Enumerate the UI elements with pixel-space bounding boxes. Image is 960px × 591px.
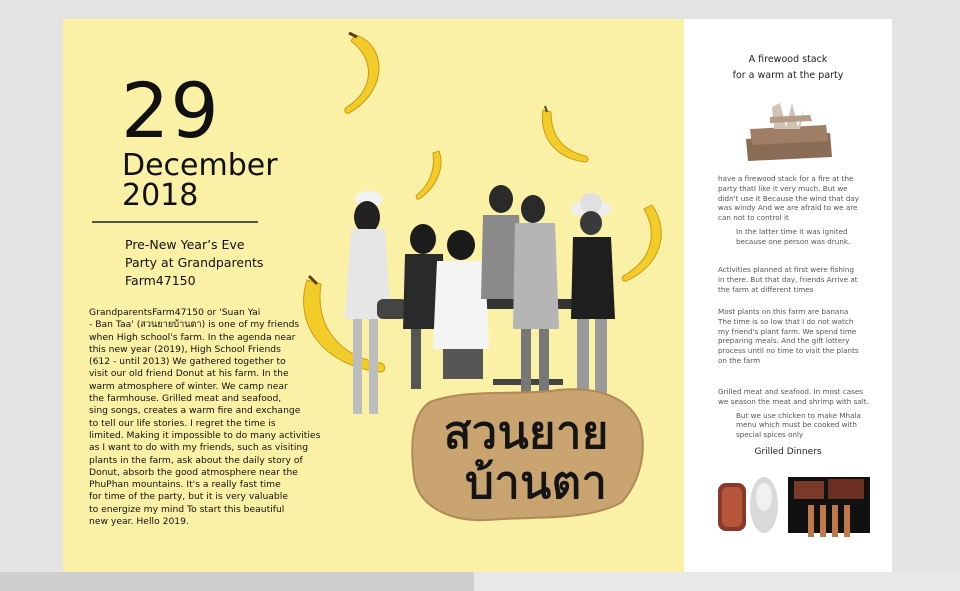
text-line: can not to control it (718, 213, 789, 223)
firewood-stack-image (740, 99, 836, 165)
text-line: we season the meat and shrimp with salt. (718, 396, 869, 406)
text-line: because one person was drunk. (736, 236, 851, 246)
story-line: plants in the farm, ask about the daily story of (89, 454, 303, 466)
firewood-heading: for a warm at the party (732, 70, 844, 81)
text-line: menu which must be cooked with (736, 420, 857, 430)
story-line: (612 - until 2013) We gathered together to (89, 356, 286, 368)
viewer-bottom-bar (474, 572, 960, 591)
text-line: have a firewood stack for a fire at the (718, 174, 854, 183)
text-line: The time is so low that I do not watch (718, 316, 854, 326)
thai-title-line1: สวนยาย (443, 405, 609, 459)
text-line: process until no time to visit the plants (718, 346, 859, 356)
thai-title-line2: บ้านตา (464, 455, 608, 509)
firewood-heading: A firewood stack (748, 54, 828, 65)
story-line: new year. Hello 2019. (89, 516, 189, 528)
thai-title-stamp (408, 384, 648, 524)
banana-icon (533, 104, 593, 169)
grilled-food-image (714, 467, 874, 542)
right-page (684, 19, 892, 572)
story-line: as I want to do with my friends, such as visiting (89, 442, 309, 454)
grilled-paragraph (718, 387, 888, 440)
text-line: was windy And we are afraid to we are (718, 203, 858, 213)
story-line: limited. Making it impossible to do many activities (89, 429, 321, 441)
text-line: on the farm (718, 355, 761, 365)
event-title-line: Farm47150 (125, 273, 196, 288)
event-title-line: Pre-New Year’s Eve (125, 237, 245, 252)
text-line: Activities planned at first were fishing (718, 265, 855, 274)
story-line: GrandparentsFarm47150 or 'Suan Yai (89, 307, 261, 318)
text-line: But we use chicken to make Mhala (736, 410, 861, 420)
left-page (63, 19, 684, 572)
firewood-paragraph (718, 174, 888, 247)
story-line: PhuPhan mountains. It's a really fast time (89, 479, 281, 491)
text-line: my friend's plant farm. We spend time (718, 326, 857, 336)
text-line: in there. But that day, friends Arrive at (718, 274, 858, 284)
text-line: party thatI like it very much. But we (718, 183, 848, 193)
activities-paragraph (718, 265, 888, 294)
date-month: December (122, 148, 278, 183)
story-text (89, 307, 321, 528)
text-line: In the latter time it was ignited (736, 226, 848, 236)
story-line: for time of the party, but it is very valuable (89, 491, 288, 503)
story-line: sing songs, creates a warm fire and exchange (89, 405, 301, 417)
text-line: didn't use it Because the wind that day (718, 193, 860, 203)
story-line: visit our old friend Donut at his farm. In the (89, 368, 289, 380)
story-line: when High school's farm. In the agenda near (89, 331, 296, 343)
text-line: preparing meals. And the gift lottery (718, 336, 850, 346)
story-line: the farmhouse. Grilled meat and seafood, (89, 393, 282, 405)
text-line: special spices only (736, 430, 804, 440)
text-line: Most plants on this farm are banana (718, 307, 849, 316)
divider (92, 221, 258, 223)
grilled-dinners-heading: Grilled Dinners (754, 447, 822, 457)
event-title-line: Party at Grandparents (125, 255, 264, 270)
viewer-bottom-bar (0, 572, 474, 591)
story-line: to tell our life stories. I regret the time is (89, 417, 276, 429)
magazine-spread (63, 19, 892, 572)
story-line: Donut, absorb the good atmosphere near the (89, 466, 298, 478)
plants-paragraph (718, 307, 888, 366)
text-line: the farm at different times (718, 284, 814, 294)
story-line: to energize my mind To start this beautiful (89, 503, 285, 515)
story-line: warm atmosphere of winter. We camp near (89, 380, 288, 392)
date-year: 2018 (122, 178, 199, 213)
story-line: - Ban Taa' (สวนยายบ้านตา) is one of my friends (89, 319, 300, 331)
date-day: 29 (121, 66, 220, 155)
text-line: Grilled meat and seafood. In most cases (718, 387, 864, 396)
story-line: this new year (2019), High School Friends (89, 343, 281, 355)
banana-icon (335, 29, 405, 119)
